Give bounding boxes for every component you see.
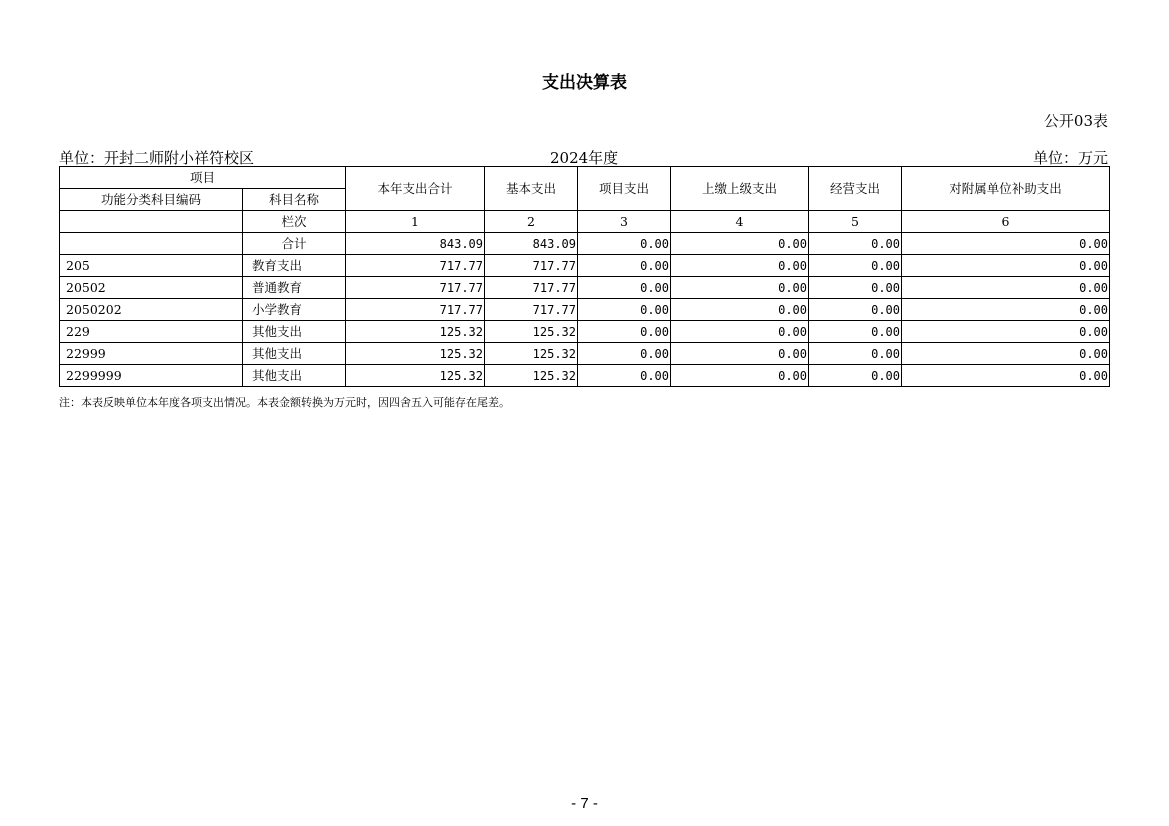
row-business: 0.00 xyxy=(809,343,902,365)
header-row-1 xyxy=(60,167,1110,189)
row-name: 教育支出 xyxy=(243,255,346,277)
row-name: 普通教育 xyxy=(243,277,346,299)
row-code: 205 xyxy=(60,255,243,277)
row-basic: 125.32 xyxy=(485,365,578,387)
row-subsidy: 0.00 xyxy=(902,233,1110,255)
index-blank xyxy=(60,211,243,233)
fiscal-year: 2024年度 xyxy=(550,149,619,167)
row-name: 小学教育 xyxy=(243,299,346,321)
row-basic: 717.77 xyxy=(485,277,578,299)
header-business: 经营支出 xyxy=(809,167,902,211)
row-remit: 0.00 xyxy=(671,255,809,277)
expenditure-table xyxy=(59,166,1110,387)
row-name: 合计 xyxy=(243,233,346,255)
page-number: - 7 - xyxy=(571,795,598,812)
row-remit: 0.00 xyxy=(671,343,809,365)
row-code: 2299999 xyxy=(60,365,243,387)
header-total: 本年支出合计 xyxy=(346,167,485,211)
row-business: 0.00 xyxy=(809,321,902,343)
table-row xyxy=(60,365,1110,387)
header-item: 项目 xyxy=(60,167,346,189)
header-name: 科目名称 xyxy=(243,189,346,211)
row-total: 843.09 xyxy=(346,233,485,255)
row-code: 20502 xyxy=(60,277,243,299)
row-subsidy: 0.00 xyxy=(902,255,1110,277)
row-project: 0.00 xyxy=(578,233,671,255)
index-3: 3 xyxy=(578,211,671,233)
table-row xyxy=(60,277,1110,299)
row-name: 其他支出 xyxy=(243,365,346,387)
row-project: 0.00 xyxy=(578,299,671,321)
row-business: 0.00 xyxy=(809,233,902,255)
row-basic: 125.32 xyxy=(485,343,578,365)
row-name: 其他支出 xyxy=(243,343,346,365)
row-code: 22999 xyxy=(60,343,243,365)
index-1: 1 xyxy=(346,211,485,233)
row-total: 717.77 xyxy=(346,277,485,299)
index-2: 2 xyxy=(485,211,578,233)
header-remit: 上缴上级支出 xyxy=(671,167,809,211)
row-business: 0.00 xyxy=(809,365,902,387)
header-subsidy: 对附属单位补助支出 xyxy=(902,167,1110,211)
index-6: 6 xyxy=(902,211,1110,233)
table-row xyxy=(60,255,1110,277)
row-remit: 0.00 xyxy=(671,321,809,343)
row-basic: 125.32 xyxy=(485,321,578,343)
index-row xyxy=(60,211,1110,233)
unit-label: 单位：开封二师附小祥符校区 xyxy=(59,149,255,167)
index-4: 4 xyxy=(671,211,809,233)
header-project: 项目支出 xyxy=(578,167,671,211)
row-subsidy: 0.00 xyxy=(902,343,1110,365)
row-remit: 0.00 xyxy=(671,233,809,255)
table-row xyxy=(60,299,1110,321)
row-remit: 0.00 xyxy=(671,277,809,299)
row-project: 0.00 xyxy=(578,255,671,277)
table-row xyxy=(60,343,1110,365)
currency-unit: 单位：万元 xyxy=(1032,149,1108,167)
row-project: 0.00 xyxy=(578,321,671,343)
row-basic: 717.77 xyxy=(485,255,578,277)
header-basic: 基本支出 xyxy=(485,167,578,211)
row-total: 717.77 xyxy=(346,255,485,277)
row-total: 125.32 xyxy=(346,321,485,343)
row-project: 0.00 xyxy=(578,343,671,365)
row-subsidy: 0.00 xyxy=(902,299,1110,321)
table-row xyxy=(60,321,1110,343)
row-subsidy: 0.00 xyxy=(902,277,1110,299)
row-subsidy: 0.00 xyxy=(902,321,1110,343)
row-name: 其他支出 xyxy=(243,321,346,343)
row-remit: 0.00 xyxy=(671,365,809,387)
index-label: 栏次 xyxy=(243,211,346,233)
row-project: 0.00 xyxy=(578,277,671,299)
row-business: 0.00 xyxy=(809,299,902,321)
row-business: 0.00 xyxy=(809,277,902,299)
index-5: 5 xyxy=(809,211,902,233)
row-business: 0.00 xyxy=(809,255,902,277)
row-code xyxy=(60,233,243,255)
row-basic: 843.09 xyxy=(485,233,578,255)
table-row xyxy=(60,233,1110,255)
row-remit: 0.00 xyxy=(671,299,809,321)
form-number: 公开03表 xyxy=(1043,112,1108,130)
row-project: 0.00 xyxy=(578,365,671,387)
table-footnote: 注：本表反映单位本年度各项支出情况。本表金额转换为万元时，因四舍五入可能存在尾差。 xyxy=(59,396,510,409)
header-code: 功能分类科目编码 xyxy=(60,189,243,211)
row-code: 2050202 xyxy=(60,299,243,321)
row-code: 229 xyxy=(60,321,243,343)
row-basic: 717.77 xyxy=(485,299,578,321)
row-subsidy: 0.00 xyxy=(902,365,1110,387)
page-title: 支出决算表 xyxy=(542,73,627,93)
row-total: 125.32 xyxy=(346,365,485,387)
row-total: 717.77 xyxy=(346,299,485,321)
row-total: 125.32 xyxy=(346,343,485,365)
